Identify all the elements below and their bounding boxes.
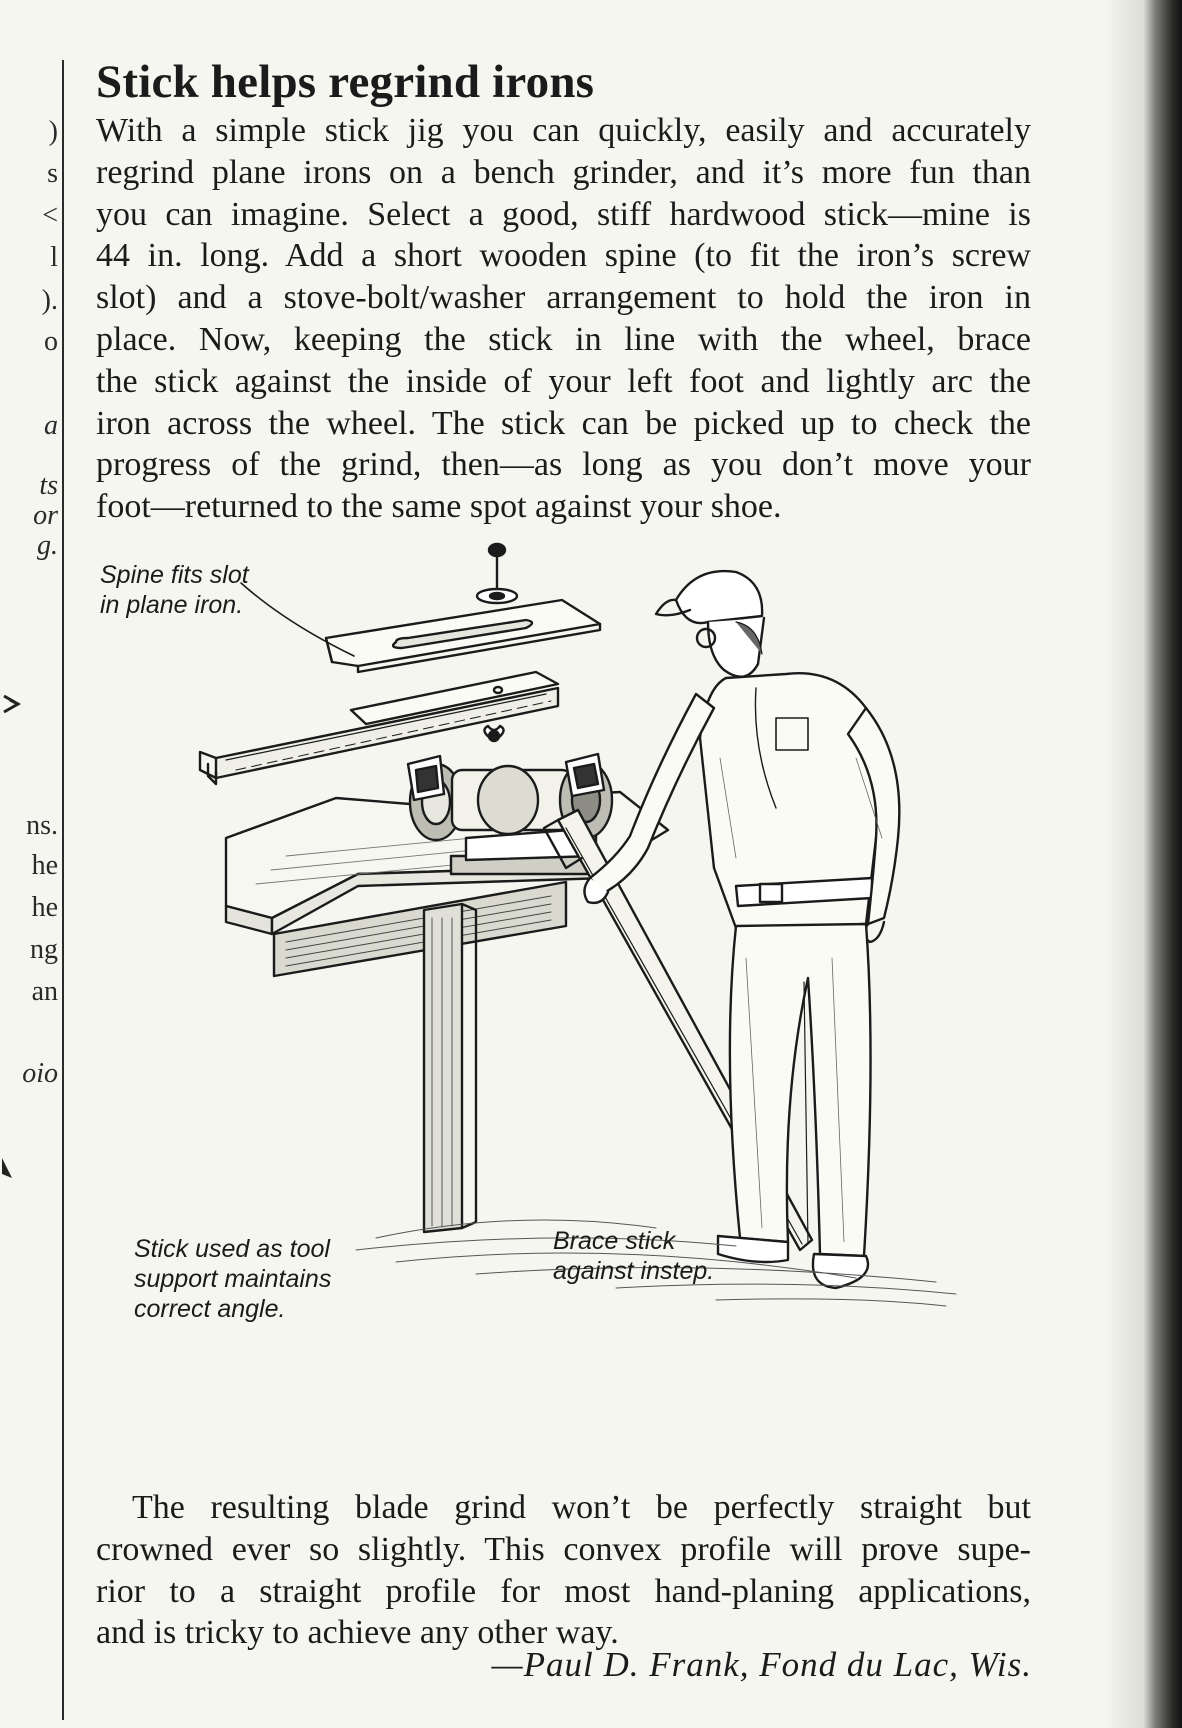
- text-line: you can imagine. Select a good, stiff hardwood stick—mine is: [96, 195, 1031, 233]
- stove-bolt-icon: [477, 544, 517, 603]
- illustration-stick-jig-grinding: [96, 538, 1046, 1473]
- previous-page-fragment: l: [50, 244, 58, 272]
- text-line: The resulting blade grind won’t be perfectly straight but: [132, 1489, 1031, 1526]
- previous-page-fragment: <: [42, 202, 58, 230]
- text-line: With a simple stick jig you can quickly, easily and accurately: [96, 112, 1031, 149]
- wing-nut-icon: [484, 726, 503, 741]
- text-line: progress of the grind, then—as long as you don’t move your: [96, 446, 1031, 484]
- text-line: the stick against the inside of your left foot and lightly arc the: [96, 362, 1031, 400]
- text-line: foot—returned to the same spot against your shoe.: [96, 488, 782, 526]
- arrow-glyph-icon: [2, 692, 24, 716]
- callout-line: in plane iron.: [100, 591, 244, 619]
- text-line: place. Now, keeping the stick in line with the wheel, brace: [96, 320, 1031, 358]
- previous-page-fragment: ng: [30, 936, 58, 964]
- article-title: Stick helps regrind irons: [96, 56, 595, 108]
- callout-line: against instep.: [553, 1257, 715, 1285]
- text-line: iron across the wheel. The stick can be picked up to check the: [96, 404, 1031, 442]
- plane-iron-icon: [326, 600, 600, 672]
- text-line: 44 in. long. Add a short wooden spine (to fit the iron’s screw: [96, 237, 1031, 275]
- callout-line: support maintains: [134, 1265, 332, 1293]
- previous-page-fragment: o: [44, 328, 58, 356]
- callout-spine-fits-slot: [100, 560, 249, 620]
- previous-page-fragment: ns.: [26, 812, 58, 840]
- article-closing-paragraph: [96, 1487, 1031, 1654]
- callout-line: Stick used as tool: [134, 1235, 330, 1263]
- text-line: and is tricky to achieve any other way.: [96, 1614, 619, 1652]
- callout-brace-stick: [553, 1226, 714, 1286]
- callout-stick-tool-support: [134, 1234, 331, 1324]
- article-byline: —Paul D. Frank, Fond du Lac, Wis.: [491, 1645, 1032, 1684]
- callout-line: correct angle.: [134, 1295, 286, 1323]
- text-line: crowned ever so slightly. This convex profile will prove supe-: [96, 1530, 1031, 1568]
- previous-page-fragment: ts: [39, 472, 58, 500]
- text-line: slot) and a stove-bolt/washer arrangement to hold the iron in: [96, 279, 1031, 317]
- article-intro-paragraph: [96, 110, 1031, 528]
- previous-page-fragment: he: [31, 894, 58, 922]
- text-line: rior to a straight profile for most hand-planing applications,: [96, 1572, 1031, 1610]
- arrow-glyph-icon: [0, 1158, 14, 1180]
- previous-page-fragment: or: [33, 502, 58, 530]
- previous-page-fragment: ): [48, 118, 58, 146]
- column-rule: [62, 60, 64, 1720]
- callout-line: Brace stick: [553, 1227, 676, 1255]
- previous-page-fragment: ).: [41, 287, 58, 315]
- previous-page-fragment: he: [31, 852, 58, 880]
- previous-page-fragment: g.: [37, 532, 58, 560]
- page-gutter: [1144, 0, 1182, 1728]
- previous-page-fragment: s: [47, 160, 58, 188]
- previous-page-edge: [0, 0, 62, 1728]
- text-line: regrind plane irons on a bench grinder, and it’s more fun than: [96, 153, 1031, 191]
- page-gutter-shade: [1104, 0, 1144, 1728]
- previous-page-fragment: an: [31, 978, 58, 1006]
- previous-page-fragment: oio: [22, 1060, 58, 1088]
- callout-line: Spine fits slot: [100, 561, 249, 589]
- previous-page-fragment: a: [44, 412, 58, 440]
